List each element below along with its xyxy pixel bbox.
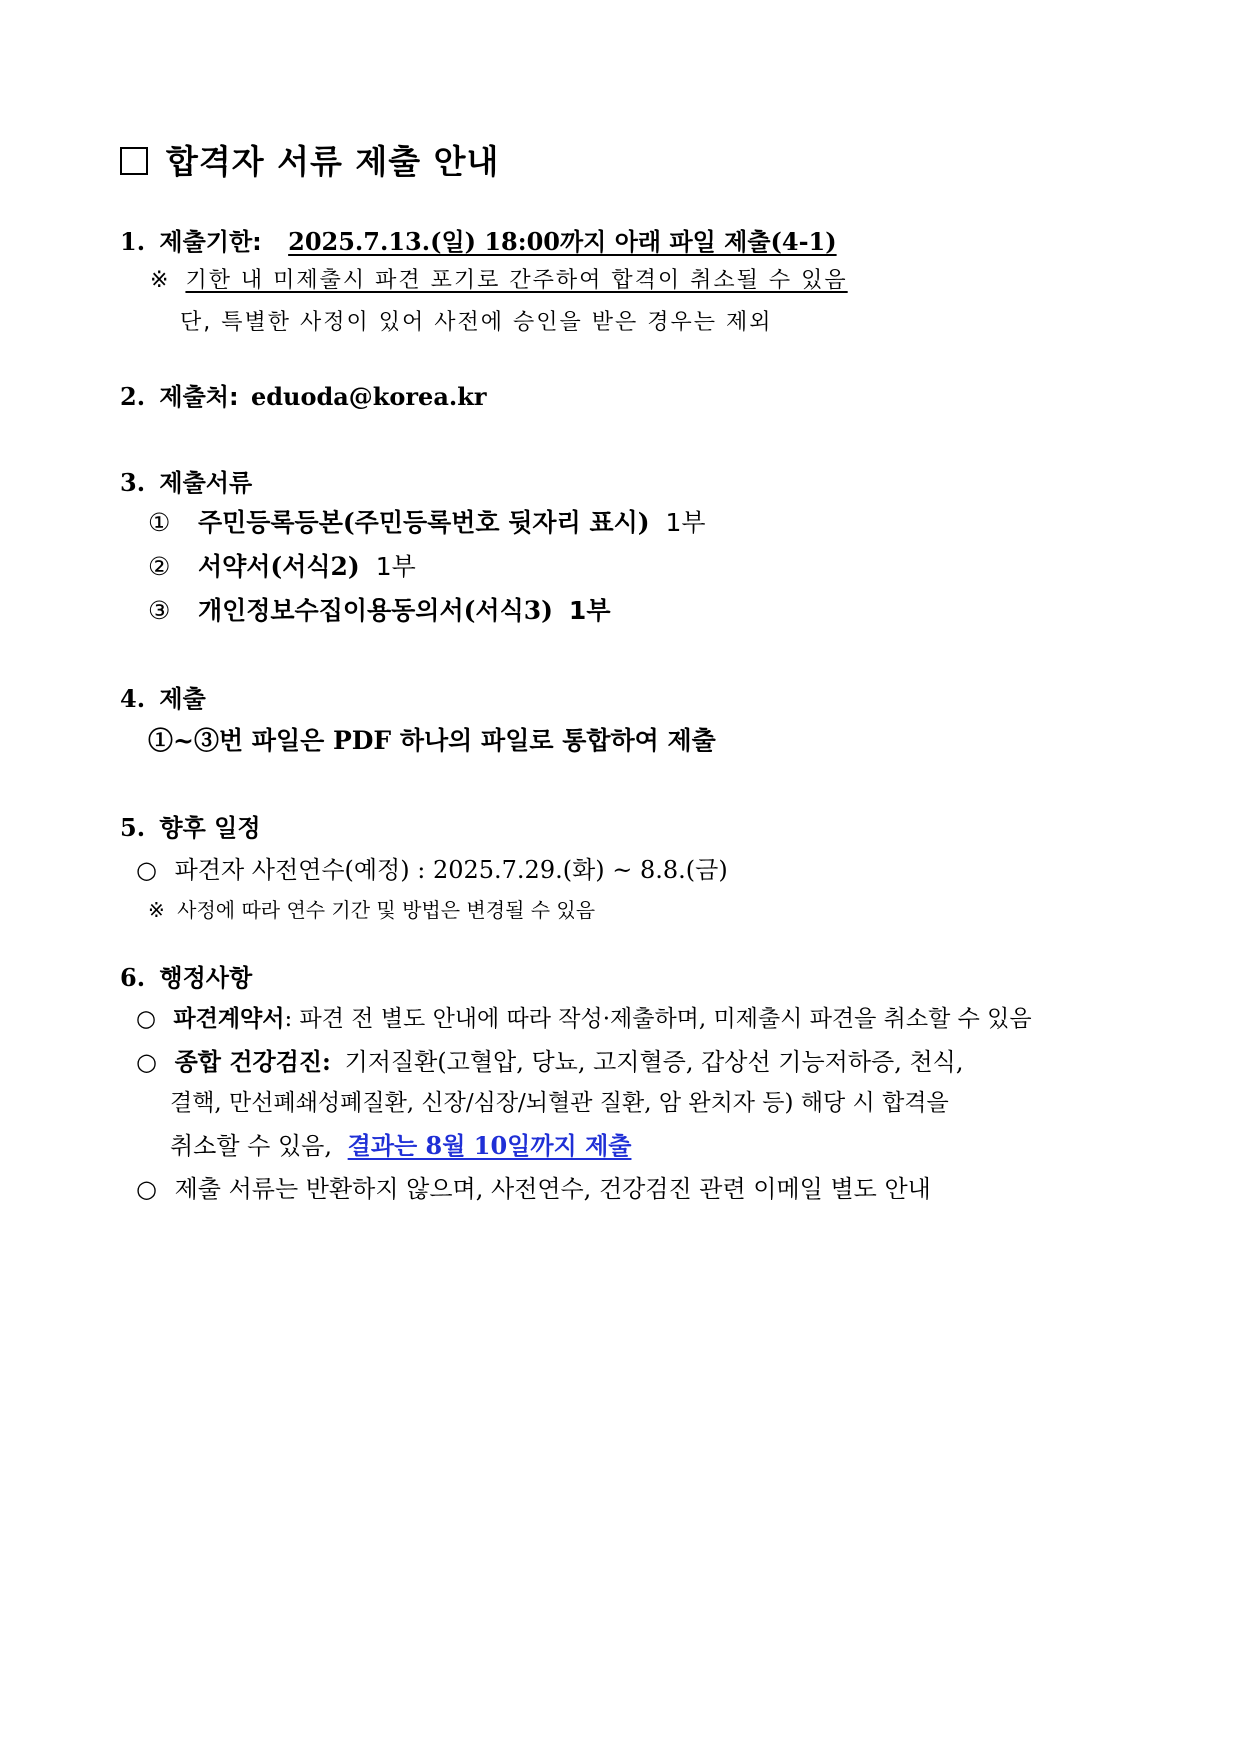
- health-check-text: 취소할 수 있음,: [170, 1132, 332, 1160]
- health-check-text: 기저질환(고혈압, 당뇨, 고지혈증, 갑상선 기능저하증, 천식,: [344, 1048, 964, 1076]
- admin-item-2: [136, 1048, 963, 1077]
- contract-text: : 파견 전 별도 안내에 따라 작성·제출하며, 미제출시 파견을 취소할 수 있음: [284, 1006, 1032, 1032]
- section-number: 4.: [120, 684, 146, 713]
- contract-label: 파견계약서: [173, 1005, 285, 1032]
- section-number: 3.: [120, 468, 146, 497]
- section-1-exception: [180, 310, 772, 336]
- schedule-line: [136, 856, 728, 885]
- document-item-1: [148, 508, 706, 538]
- section-1-note: [150, 268, 848, 294]
- document-name: 개인정보수집이용동의서(서식3): [197, 596, 553, 625]
- circle-bullet-icon: ○: [136, 856, 157, 884]
- section-6-heading: [120, 964, 252, 993]
- section-1-heading: [120, 228, 837, 257]
- section-label: 제출기한:: [159, 228, 262, 256]
- result-deadline-highlight: 결과는 8월 10일까지 제출: [347, 1131, 632, 1160]
- section-label: 제출처:: [159, 383, 239, 411]
- section-label: 행정사항: [159, 964, 253, 992]
- section-number: 5.: [120, 813, 146, 842]
- document-name: 주민등록등본(주민등록번호 뒷자리 표시): [197, 508, 650, 537]
- circled-number: ②: [148, 552, 171, 581]
- section-5-heading: [120, 814, 261, 843]
- section-4-heading: [120, 685, 206, 714]
- deadline-text: 2025.7.13.(일) 18:00까지 아래 파일 제출(4-1): [288, 227, 837, 256]
- schedule-change-note: 사정에 따라 연수 기간 및 방법은 변경될 수 있음: [177, 898, 596, 922]
- document-name: 서약서(서식2): [197, 552, 360, 581]
- submission-instruction: [148, 726, 716, 756]
- reference-mark-icon: ※: [150, 268, 171, 293]
- section-2-heading: [120, 383, 487, 412]
- document-item-3: [148, 596, 610, 626]
- return-policy-text: 제출 서류는 반환하지 않으며, 사전연수, 건강검진 관련 이메일 별도 안내: [174, 1175, 931, 1203]
- circle-bullet-icon: ○: [136, 1047, 157, 1076]
- section-label: 제출서류: [159, 469, 253, 497]
- cancellation-note: 기한 내 미제출시 파견 포기로 간주하여 합격이 취소될 수 있음: [185, 268, 848, 293]
- document-quantity: 1부: [375, 552, 416, 581]
- document-quantity: 1부: [568, 596, 611, 625]
- admin-item-1: [136, 1005, 1032, 1034]
- title-text: 합격자 서류 제출 안내: [166, 142, 500, 181]
- section-label: 향후 일정: [159, 814, 261, 842]
- section-number: 1.: [120, 227, 146, 256]
- admin-item-3: [136, 1175, 931, 1204]
- schedule-note: [148, 898, 595, 922]
- admin-item-2-line-3: [170, 1132, 631, 1161]
- circle-bullet-icon: ○: [136, 1005, 157, 1032]
- checkbox-square-icon: [120, 147, 148, 175]
- circle-bullet-icon: ○: [136, 1175, 157, 1203]
- training-schedule: 파견자 사전연수(예정) : 2025.7.29.(화) ~ 8.8.(금): [174, 856, 728, 884]
- circled-number: ③: [148, 596, 171, 625]
- reference-mark-icon: ※: [148, 898, 165, 922]
- section-label: 제출: [159, 685, 206, 713]
- section-number: 2.: [120, 382, 146, 411]
- merge-pdf-text: ①~③번 파일은 PDF 하나의 파일로 통합하여 제출: [148, 726, 716, 755]
- document-quantity: 1부: [665, 508, 706, 537]
- admin-item-2-line-2: [170, 1090, 949, 1118]
- document-title: [120, 142, 499, 182]
- health-check-label: 종합 건강검진:: [174, 1047, 331, 1076]
- exception-text: 단, 특별한 사정이 있어 사전에 승인을 받은 경우는 제외: [180, 310, 773, 335]
- circled-number: ①: [148, 508, 171, 537]
- email-address: eduoda@korea.kr: [250, 382, 487, 411]
- health-check-text: 결핵, 만선폐쇄성폐질환, 신장/심장/뇌혈관 질환, 암 완치자 등) 해당 시 합격을: [170, 1090, 949, 1116]
- section-3-heading: [120, 469, 252, 498]
- document-item-2: [148, 552, 416, 582]
- section-number: 6.: [120, 963, 146, 992]
